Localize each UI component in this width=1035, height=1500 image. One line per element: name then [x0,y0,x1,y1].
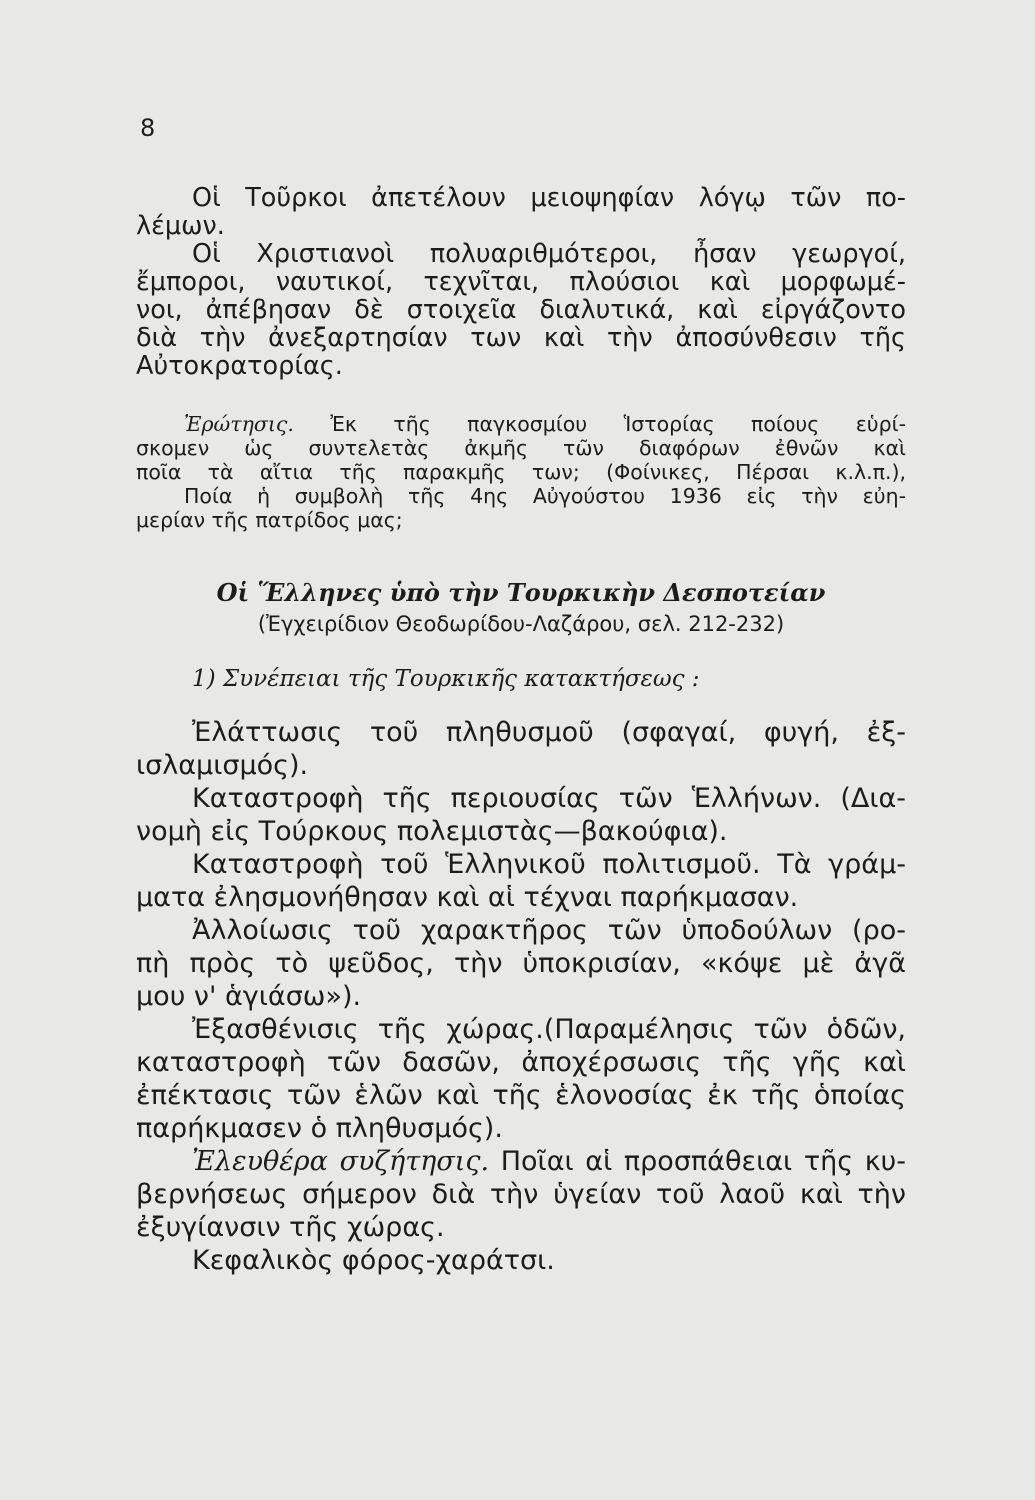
final-line: Κεφαλικὸς φόρος-χαράτσι. [192,1245,555,1276]
list-item: νομὴ εἰς Τούρκους πολεμιστὰς—βακούφια). [136,816,728,847]
text-line: μερίαν τῆς πατρίδος μας; [136,508,403,532]
text-line: ποῖα τὰ αἴτια τῆς παρακμῆς των; (Φοίνικες, Πέρσαι κ.λ.π.), [136,460,906,484]
text-line [136,412,906,436]
list-item: ματα ἐλησμονήθησαν καὶ αἱ τέχναι παρήκμασαν. [136,882,799,913]
text-line: σκομεν ὡς συντελετὰς ἀκμῆς τῶν διαφόρων ἐθνῶν καὶ [136,436,906,460]
list-item: ἐπέκτασις τῶν ἑλῶν καὶ τῆς ἑλονοσίας ἐκ τῆς ὁποίας [136,1080,906,1111]
page-number: 8 [140,114,156,142]
section-title: 1) Συνέπειαι τῆς Τουρκικῆς κατακτήσεως : [192,666,700,692]
list-item: Καταστροφὴ τοῦ Ἑλληνικοῦ πολιτισμοῦ. Τὰ γράμ- [192,849,906,880]
text-line: βερνήσεως σήμερον διὰ τὴν ὑγείαν τοῦ λαοῦ καὶ τὴν [136,1179,906,1210]
list-item: Ἀλλοίωσις τοῦ χαρακτῆρος τῶν ὑποδούλων (ρο- [192,915,906,946]
list-item: Ἐξασθένισις τῆς χώρας.(Παραμέλησις τῶν ὁδῶν, [192,1014,906,1045]
discussion-label: Ἐλευθέρα συζήτησις. [192,1146,490,1177]
text-line: Οἱ Τοῦρκοι ἀπετέλουν μειοψηφίαν λόγῳ τῶν πο- [192,183,906,213]
chapter-heading: Οἱ Ἕλληνες ὑπὸ τὴν Τουρκικὴν Δεσποτείαν [216,578,826,607]
intro-paragraphs [136,184,906,380]
list-item: Ἐλάττωσις τοῦ πληθυσμοῦ (σφαγαί, φυγή, ἐξ- [192,717,906,748]
list-item: Καταστροφὴ τῆς περιουσίας τῶν Ἑλλήνων. (Δια- [192,783,906,814]
text-line: νοι, ἀπέβησαν δὲ στοιχεῖα διαλυτικά, καὶ εἰργάζοντο [136,295,906,325]
text-line: διὰ τὴν ἀνεξαρτησίαν των καὶ τὴν ἀποσύνθεσιν τῆς [136,323,906,353]
questions-text: Ἐκ τῆς παγκοσμίου Ἱστορίας ποίους εὑρί- [293,412,906,436]
list-item: μου ν' ἁγιάσω»). [136,981,362,1012]
page-body [136,184,906,1277]
text-line: Αὐτοκρατορίας. [136,351,343,381]
text-line: λέμων. [136,211,225,241]
text-line: ἔμποροι, ναυτικοί, τεχνῖται, πλούσιοι καὶ μορφωμέ- [136,267,906,297]
consequences-list [136,716,906,1277]
questions-label: Ἐρώτησις. [184,412,294,436]
questions-block [136,412,906,532]
discussion-text: Ποῖαι αἱ προσπάθειαι τῆς κυ- [489,1146,906,1177]
list-item: πὴ πρὸς τὸ ψεῦδος, τὴν ὑποκρισίαν, «κόψε μὲ ἀγᾶ [136,948,906,979]
list-item: καταστροφὴ τῶν δασῶν, ἀποχέρσωσις τῆς γῆς καὶ [136,1047,906,1078]
text-line: Ποία ἡ συμβολὴ τῆς 4ης Αὐγούστου 1936 εἰς τὴν εὐη- [184,484,906,508]
text-line [136,1145,906,1178]
list-item: παρήκμασεν ὁ πληθυσμός). [136,1113,503,1144]
text-line: Οἱ Χριστιανοὶ πολυαριθμότεροι, ἦσαν γεωργοί, [192,239,906,269]
chapter-reference: (Ἐγχειρίδιον Θεοδωρίδου-Λαζάρου, σελ. 212-232) [257,612,785,636]
text-line: ἐξυγίανσιν τῆς χώρας. [136,1212,445,1243]
list-item: ισλαμισμός). [136,750,309,781]
